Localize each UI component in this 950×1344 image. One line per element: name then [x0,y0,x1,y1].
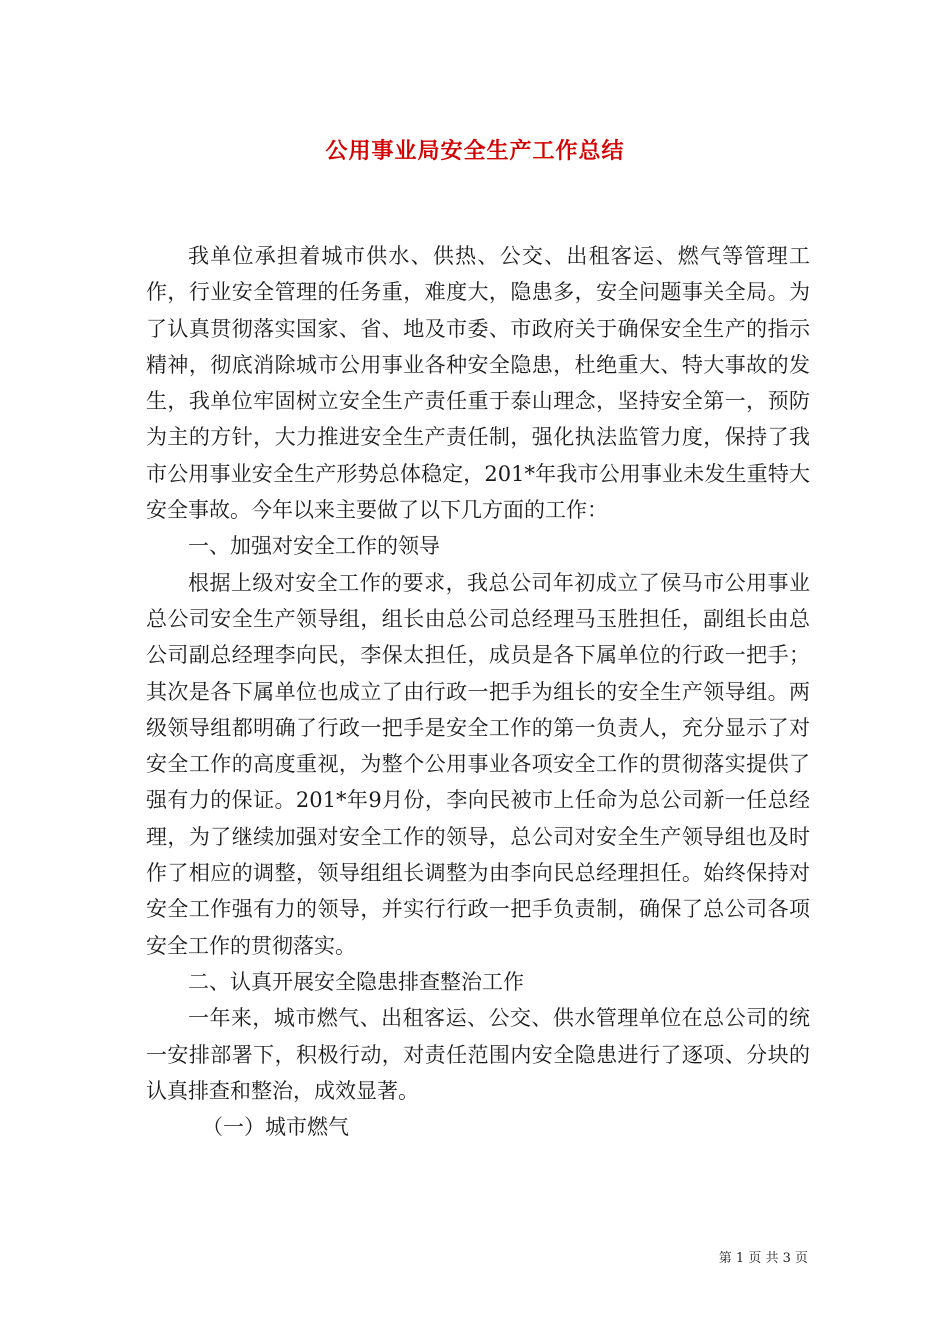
subsection-heading-1: （一）城市燃气 [202,1115,349,1140]
section-heading-2: 二、认真开展安全隐患排查整治工作 [188,969,524,994]
document-title: 公用事业局安全生产工作总结 [325,139,625,164]
section-heading-1: 一、加强对安全工作的领导 [188,534,440,559]
document-body [146,238,810,1145]
section-1-paragraph: 根据上级对安全工作的要求，我总公司年初成立了侯马市公用事业总公司安全生产领导组，组长由总公司总经理马玉胜担任，副组长由总公司副总经理李向民，李保太担任，成员是各下属单位的行政一把手；其次是各下属单位也成立了由行政一把手为组长的安全生产领导组。两级领导组都明确了行政一把手是安全工作的第一负责人，充分显示了对安全工作的高度重视，为整个公用事业各项安全工作的贯彻落实提供了强有力的保证。201*年9月份，李向民被市上任命为总公司新一任总经理，为了继续加强对安全工作的领导，总公司对安全生产领导组也及时作了相应的调整，领导组组长调整为由李向民总经理担任。始终保持对安全工作强有力的领导，并实行行政一把手负责制，确保了总公司各项安全工作的贯彻落实。 [146,570,810,958]
section-2-paragraph: 一年来，城市燃气、出租客运、公交、供水管理单位在总公司的统一安排部署下，积极行动，对责任范围内安全隐患进行了逐项、分块的认真排查和整治，成效显著。 [146,1006,810,1103]
page-number-footer: 第 1 页 共 3 页 [718,1251,808,1266]
intro-paragraph: 我单位承担着城市供水、供热、公交、出租客运、燃气等管理工作，行业安全管理的任务重，难度大，隐患多，安全问题事关全局。为了认真贯彻落实国家、省、地及市委、市政府关于确保安全生产的指示精神，彻底消除城市公用事业各种安全隐患，杜绝重大、特大事故的发生，我单位牢固树立安全生产责任重于泰山理念，坚持安全第一，预防为主的方针，大力推进安全生产责任制，强化执法监管力度，保持了我市公用事业安全生产形势总体稳定，201*年我市公用事业未发生重特大安全事故。今年以来主要做了以下几方面的工作： [146,244,810,523]
